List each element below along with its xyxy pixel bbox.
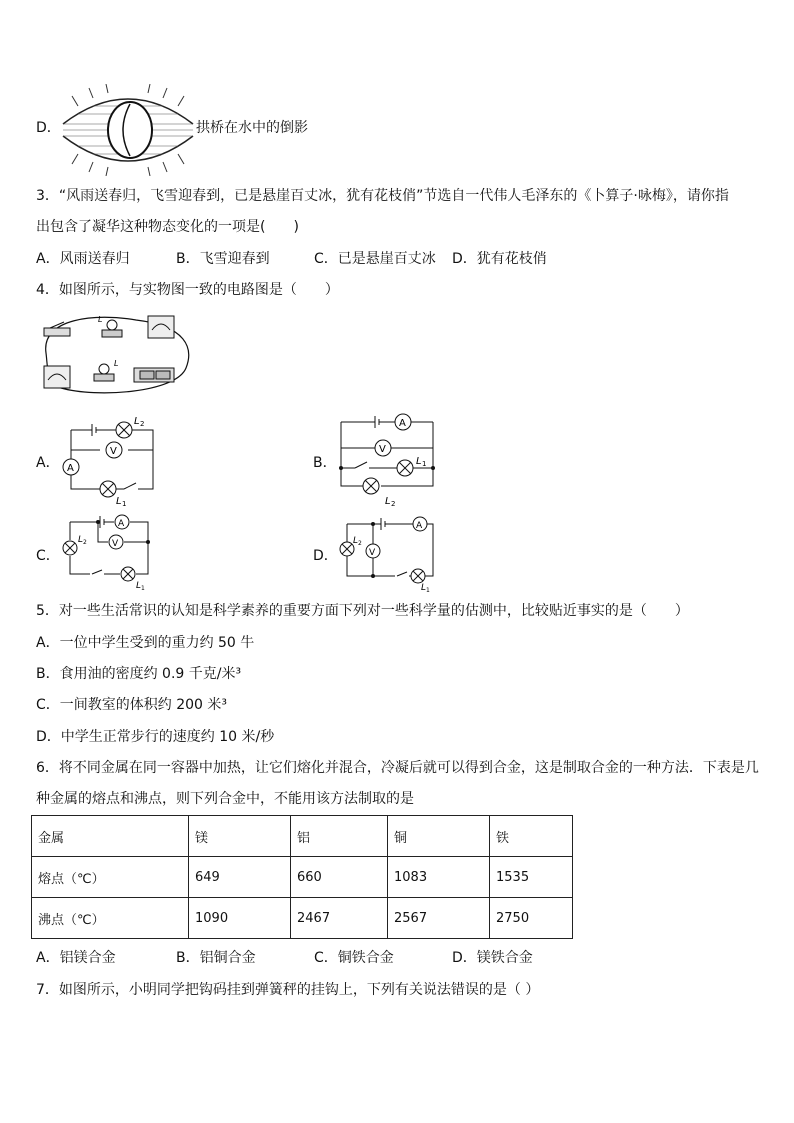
table-cell: 2750 — [490, 898, 573, 939]
table-header-cell: 金属 — [32, 816, 189, 857]
label-l1-sub: 1 — [122, 500, 127, 507]
table-cell: 1090 — [189, 898, 291, 939]
label-l2-sub: 2 — [358, 540, 362, 547]
voltmeter-label: V — [110, 446, 117, 457]
table-header-cell: 铁 — [490, 816, 573, 857]
table-cell: 660 — [291, 857, 388, 898]
q5-option-b: B．食用油的密度约 0.9 千克/米³ — [36, 666, 242, 682]
q3-stem-line2: 出包含了凝华这种物态变化的一项是( ) — [36, 219, 299, 235]
table-cell: 熔点（℃） — [32, 857, 189, 898]
bulb-l1 — [107, 320, 117, 330]
q3-option-d: D．犹有花枝俏 — [452, 251, 547, 267]
voltmeter-label: V — [379, 444, 386, 455]
label-l1-sub: 1 — [141, 585, 145, 592]
table-header-row — [32, 816, 573, 857]
q3-option-c: C．已是悬崖百丈冰 — [314, 251, 436, 267]
q6-option-b: B．铝铜合金 — [176, 950, 256, 966]
label-l2: L — [353, 536, 359, 546]
physical-label-l2: L — [114, 359, 119, 368]
voltmeter-label: V — [369, 548, 376, 558]
table-row — [32, 857, 573, 898]
label-l2-sub: 2 — [140, 420, 145, 428]
circuit-b — [333, 408, 443, 508]
q3-option-b: B．飞雪迎春到 — [176, 251, 270, 267]
lamp-l1 — [121, 567, 135, 581]
circuit-d — [333, 510, 443, 595]
circuit-c — [56, 510, 166, 595]
label-l2-sub: 2 — [391, 500, 396, 508]
meter-1 — [148, 316, 174, 338]
ammeter — [115, 515, 129, 529]
table-cell: 1535 — [490, 857, 573, 898]
q5-option-a: A．一位中学生受到的重力约 50 牛 — [36, 635, 255, 651]
bulb-l2-base — [94, 374, 114, 381]
q3-option-a: A．风雨送春归 — [36, 251, 130, 267]
bulb-l1-base — [102, 330, 122, 337]
voltmeter — [109, 535, 123, 549]
lamp-l2 — [340, 542, 354, 556]
q6-stem-line1: 6．将不同金属在同一容器中加热，让它们熔化并混合，冷凝后就可以得到合金，这是制取合金的一种方法．下表是几 — [36, 760, 759, 776]
lamp-l1 — [411, 569, 425, 583]
label-l1: L — [116, 496, 122, 507]
option-letter: D． — [36, 120, 61, 136]
lamp-l2 — [63, 541, 77, 555]
q5-option-c: C．一间教室的体积约 200 米³ — [36, 697, 228, 713]
table-cell: 2467 — [291, 898, 388, 939]
lamp-l1 — [397, 460, 413, 476]
meter-2 — [44, 366, 70, 388]
label-l2: L — [78, 535, 84, 545]
voltmeter-label: V — [112, 539, 119, 549]
q3-stem-line1: 3．“风雨送春归，飞雪迎春到，已是悬崖百丈冰，犹有花枝俏”节选自一代伟人毛泽东的《卜算子·咏梅》，请你指 — [36, 188, 729, 204]
label-l1-sub: 1 — [422, 460, 427, 468]
q6-stem-line2: 种金属的熔点和沸点，则下列合金中，不能用该方法制取的是 — [36, 791, 414, 807]
voltmeter — [375, 440, 391, 456]
q4-letter-d: D． — [313, 548, 338, 564]
ammeter-label: A — [67, 463, 74, 474]
ammeter — [395, 414, 411, 430]
table-row — [32, 898, 573, 939]
physical-label-l1: L — [98, 315, 103, 324]
ammeter — [63, 459, 79, 475]
bulb-l2 — [99, 364, 109, 374]
lamp-l1 — [100, 481, 116, 497]
q6-option-d: D．镁铁合金 — [452, 950, 533, 966]
lamp-l2 — [363, 478, 379, 494]
table-cell: 沸点（℃） — [32, 898, 189, 939]
ammeter-label: A — [399, 418, 406, 429]
table-header-cell: 镁 — [189, 816, 291, 857]
table-header-cell: 铜 — [388, 816, 490, 857]
q4-letter-c: C． — [36, 548, 60, 564]
lamp-l2 — [116, 422, 132, 438]
label-l2: L — [385, 496, 391, 507]
q6-option-c: C．铜铁合金 — [314, 950, 394, 966]
table-cell: 1083 — [388, 857, 490, 898]
q6-option-a: A．铝镁合金 — [36, 950, 116, 966]
table-cell: 649 — [189, 857, 291, 898]
table-cell: 2567 — [388, 898, 490, 939]
option-d-text: 拱桥在水中的倒影 — [196, 120, 308, 136]
switch-1 — [44, 328, 70, 336]
ammeter-label: A — [416, 521, 423, 531]
label-l1: L — [416, 456, 422, 467]
bridge-reflection-image — [58, 84, 198, 176]
circuit-a — [56, 412, 166, 507]
voltmeter — [366, 544, 380, 558]
ammeter-label: A — [118, 519, 125, 529]
q4-letter-a: A． — [36, 455, 60, 471]
q4-stem: 4．如图所示，与实物图一致的电路图是（ ） — [36, 282, 339, 298]
label-l1: L — [421, 583, 427, 593]
label-l1-sub: 1 — [426, 587, 430, 594]
q7-stem: 7．如图所示，小明同学把钩码挂到弹簧秤的挂钩上，下列有关说法错误的是（ ） — [36, 982, 540, 998]
q5-option-d: D．中学生正常步行的速度约 10 米/秒 — [36, 729, 275, 745]
metal-properties-table — [31, 815, 573, 939]
q5-stem: 5．对一些生活常识的认知是科学素养的重要方面下列对一些科学量的估测中，比较贴近事实的是（ ） — [36, 603, 689, 619]
label-l2-sub: 2 — [83, 539, 87, 546]
label-l2: L — [134, 416, 140, 427]
table-header-cell: 铝 — [291, 816, 388, 857]
label-l1: L — [136, 581, 142, 591]
q4-letter-b: B． — [313, 455, 337, 471]
ammeter — [413, 517, 427, 531]
physical-circuit-image — [36, 308, 196, 398]
voltmeter — [106, 442, 122, 458]
